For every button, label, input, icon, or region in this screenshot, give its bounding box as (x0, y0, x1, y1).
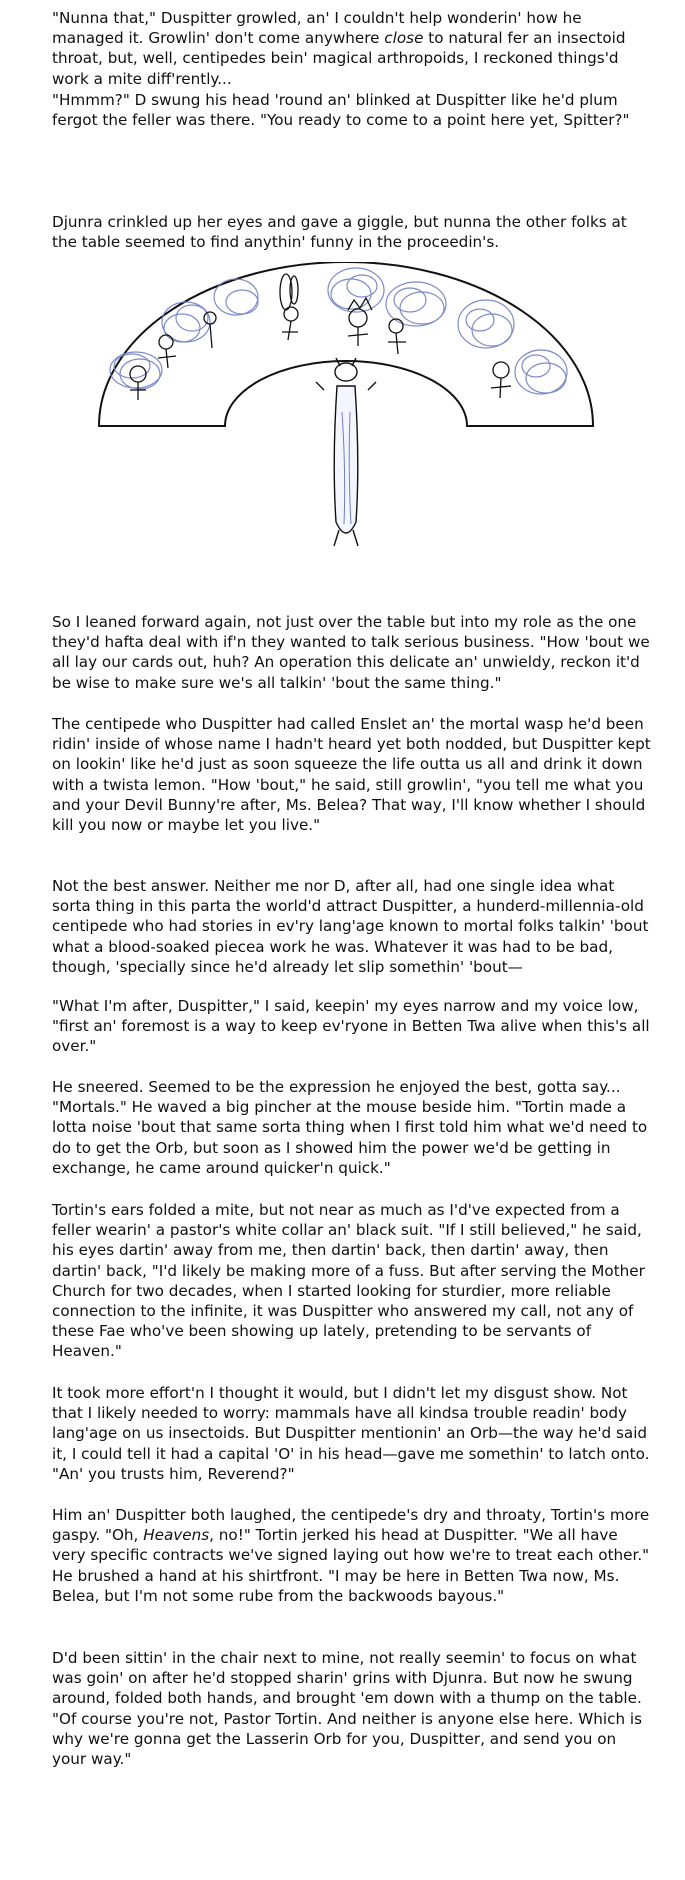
paragraph (52, 212, 652, 252)
text-run: "Hmmm?" D swung his head 'round an' blinked at Duspitter like he'd plum fergot the feller was there. "You ready to come to a point here yet, Spitter?" (52, 91, 630, 130)
table-illustration (96, 262, 596, 612)
text-run: Him an' Duspitter both laughed, the centipede's dry and throaty, Tortin's more gaspy. "Oh, (52, 1506, 655, 1545)
chair-scribble (214, 279, 258, 315)
seated-figure (491, 362, 511, 398)
paragraph (52, 1200, 652, 1362)
text-run: Djunra crinkled up her eyes and gave a giggle, but nunna the other folks at the table seemed to find anythin' funny in the proceedin's. (52, 213, 632, 252)
paragraph (52, 1077, 652, 1178)
text-run: It took more effort'n I thought it would, but I didn't let my disgust show. Not that I likely needed to worry: mammals have all kindsa trouble readin' body lang'age on us insectoids. But Duspitter mentionin' an Orb—the way he'd said it, I could tell it had a capital 'O' in his head—gave me somethin' to latch onto. "An' you trusts him, Reverend?" (52, 1384, 655, 1483)
seated-figure (280, 274, 298, 340)
paragraph (52, 1383, 655, 1484)
text-run: Not the best answer. Neither me nor D, after all, had one single idea what sorta thing in this parta the world'd attract Duspitter, a hunderd-millennia-old centipede who had stories in ev'ry lang'age known to mortal folks talkin' 'bout what a blood-soaked piecea work he was. Whatever it was had to be bad, though, 'specially since he'd already let slip somethin' 'bout— (52, 877, 654, 976)
paragraph (52, 714, 656, 835)
seated-figure (130, 366, 146, 400)
paragraph (52, 1505, 655, 1606)
italic-text: Heavens (143, 1526, 210, 1545)
text-run: He sneered. Seemed to be the expression he enjoyed the best, gotta say... "Mortals." He waved a big pincher at the mouse beside him. "Tortin made a lotta noise 'bout that same sorta thing when I first told him what we'd need to do to get the Orb, but soon as I showed him the power we'd be getting in exchange, he came around quicker'n quick." (52, 1078, 653, 1177)
text-run: The centipede who Duspitter had called Enslet an' the mortal wasp he'd been ridin' inside of whose name I hadn't heard yet both nodded, but Duspitter kept on lookin' like he'd just as soon squeeze the life outta us all and drink it down with a twista lemon. "How 'bout," he said, still growlin', "you tell me what you and your Devil Bunny're after, Ms. Belea? That way, I'll know whether I should kill you now or maybe let you live." (52, 715, 656, 835)
italic-text: close (384, 29, 424, 48)
text-run: to natural fer an insectoid throat, but, well, centipedes bein' magical arthropoids, I reckoned things'd work a mite diff'rently... (52, 29, 631, 88)
chair-scribble (328, 268, 384, 312)
chair-scribble (458, 300, 514, 348)
text-run: , no!" Tortin jerked his head at Duspitter. "We all have very specific contracts we've signed laying out how we're to treat each other." He brushed a hand at his shirtfront. "I may be here in Betten Twa now, Ms. Belea, but I'm not some rube from the backwoods bayous." (52, 1526, 654, 1605)
paragraph (52, 1648, 652, 1769)
paragraph (52, 996, 655, 1057)
seated-figure (388, 319, 406, 354)
text-run: "Nunna that," Duspitter growled, an' I couldn't help wonderin' how he managed it. Growlin' don't come anywhere (52, 9, 587, 48)
paragraph (52, 612, 655, 693)
chair-scribble (515, 350, 567, 394)
standing-figure (316, 358, 376, 546)
text-run: So I leaned forward again, not just over the table but into my role as the one they'd hafta deal with if'n they wanted to talk serious business. "How 'bout we all lay our cards out, huh? An operation this delicate an' unwieldy, reckon it'd be wise to make sure we's all talkin' 'bout the same thing." (52, 613, 655, 692)
text-run: Tortin's ears folded a mite, but not near as much as I'd've expected from a feller wearin' a pastor's white collar an' black suit. "If I still believed," he said, his eyes dartin' away from me, then dartin' back, then dartin' away, then dartin' back, "I'd likely be making more of a fuss. But after serving the Mother Church for two decades, when I started looking for sturdier, more reliable connection to the infinite, it was Duspitter who answered my call, not any of these Fae who've been showing up lately, pretending to be servants of Heaven." (52, 1201, 650, 1361)
chair-scribble (110, 352, 162, 389)
text-run: "What I'm after, Duspitter," I said, keepin' my eyes narrow and my voice low, "first an' foremost is a way to keep ev'ryone in Betten Twa alive when this's all over." (52, 997, 655, 1056)
seated-figure (348, 298, 372, 346)
paragraph (52, 876, 652, 977)
paragraph (52, 8, 652, 89)
text-run: D'd been sittin' in the chair next to mine, not really seemin' to focus on what was goin' on after he'd stopped sharin' grins with Djunra. But now he swung around, folded both hands, and brought 'em down with a thump on the table. "Of course you're not, Pastor Tortin. And neither is anyone else here. Which is why we're gonna get the Lasserin Orb for you, Duspitter, and send you on your way." (52, 1649, 647, 1769)
paragraph (52, 90, 652, 130)
